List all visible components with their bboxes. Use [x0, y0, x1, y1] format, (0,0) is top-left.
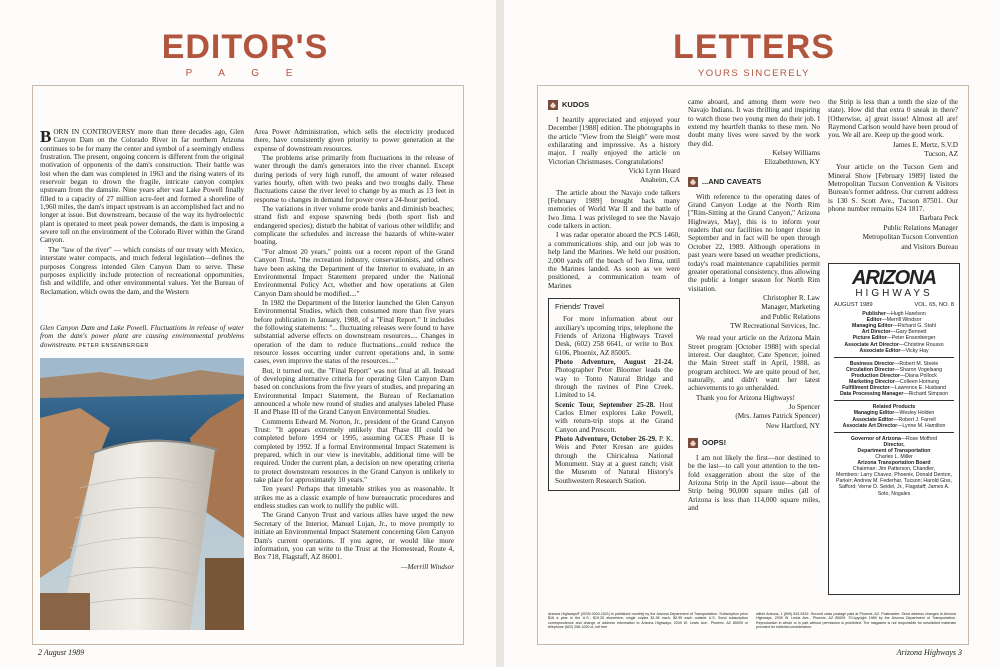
editorial-paragraph: The problems arise primarily from fluctuations in the release of water through the dam's generators into the river channel. Except during periods of very high runoff, the amount of water released varies hourly, often with two peaks and two troughs daily. These fluctuations cause the river level to change by as much as 13 feet in response to changes in demand for power over a 24-hour period.	[254, 154, 454, 204]
letter-paragraph: I am not likely the first—nor destined to be the last—to call your attention to the ten-fold exaggeration about the size of the Arizona Strip in the April issue—about the Strip being 90,000 square miles (all of Arizona is less than 114,000 square miles, and	[688, 454, 820, 513]
editorial-paragraph: In 1982 the Department of the Interior launched the Glen Canyon Environmental Studies, which then consumed more than five years before publication in January, 1988, of a "Final Report." It includes the following statements: "... fluctuating releases were found to have substantial adverse effects on downstream resources.... Changes in operation of the dam to reduce fluctuations...could reduce the resource losses occurring under current operations and, in some cases, even improve the status of the resources...."	[254, 298, 454, 366]
staff-role: Production Director	[851, 372, 900, 379]
friends-travel-title: Friends' Travel	[555, 301, 604, 311]
staff-role: Art Director	[861, 329, 891, 336]
staff-role: Publisher	[862, 311, 886, 318]
highways-wordmark: HIGHWAYS	[855, 288, 933, 299]
friends-travel-intro: For more information about our auxiliary's upcoming trips, telephone the Friends of Arizona Highways Travel Desk, (602) 258 6641, or write to Box 6106, Phoenix, AZ 85005.	[555, 315, 673, 357]
staff-name: —Hugh Harelson	[885, 311, 926, 318]
staff-role: Associate Art Director	[842, 422, 898, 429]
letter-paragraph: Your article on the Tucson Gem and Mineral Show [February 1989] listed the Metropolitan Tucson Convention & Visitors Bureau's former address. Our current address is 130 S. Scott Ave., Tucson 87501. Our phone number remains 624 1817.	[828, 163, 958, 214]
right-folio: Arizona Highways 3	[896, 648, 962, 657]
staff-role: Picture Editor	[852, 335, 887, 342]
trip-item: Photo Adventure, August 21-24. Photographer Peter Bloomer leads the way to Tonto Natural Bridge and through the ravines of Pine Creek. Limited to 14.	[555, 357, 673, 400]
letter-signature-place: Tucson, AZ	[924, 150, 958, 159]
letter-paragraph: With reference to the operating dates of Grand Canyon Lodge at the North Rim ["Rim-Sitting at the Grand Canyon," Arizona Highways, May], this is to inform your readers that our facilities no longer close in September and in fact will be open through October 22, 1989. Although operations in past years were based on weather predictions, today's road maintenance capabilities permit greater operational consistency, thus allowing the public a longer season for North Rim visitation.	[688, 192, 820, 293]
letter-signature-name: Vicki Lynn Heard	[628, 167, 680, 176]
director-heading: Director,	[883, 441, 905, 448]
letters-column-1	[548, 98, 680, 603]
director-name: Charles L. Miller	[875, 453, 913, 460]
issue-line: AUGUST 1989 VOL. 65, NO. 8	[834, 302, 954, 308]
letter-signature-name: Kelsey Williams	[772, 149, 820, 158]
staff-name: —Christine Rousso	[898, 341, 944, 348]
page-gutter	[496, 0, 504, 667]
glen-canyon-dam-photo	[40, 358, 244, 630]
caption-credit: PETER ENSENBERGER	[78, 342, 150, 349]
masthead-staff-editorial	[834, 311, 954, 354]
editorial-column-2	[254, 128, 454, 633]
arizona-logo: ARIZONA	[851, 267, 937, 289]
editorial-paragraph: Ten years! Perhaps that timetable strikes you as reasonable. It strikes me as a classic example of how bureaucratic procedures and endless studies can work to nullify the public will.	[254, 485, 454, 511]
masthead-staff-related	[834, 410, 954, 428]
letter-signature-line: Christopher R. Law	[763, 293, 820, 302]
letter-paragraph: The article about the Navajo code talkers [February 1989] brought back many memories of World War II and the battle of Iwo Jima. I was privileged to see the Navajo code talkers in action.	[548, 188, 680, 231]
caveats-icon	[688, 177, 698, 187]
staff-role: Data Processing Manager	[839, 391, 904, 398]
right-page	[504, 0, 1000, 667]
letter-paragraph: the Strip is less than a tenth the size of the state). How did that extra 0 sneak in there? [Otherwise, a] great issue! Almost all are! Raymond Carlson would have been proud of you. We all are. Keep up the good work.	[828, 98, 958, 140]
staff-name: —Gary Bennett	[890, 329, 927, 336]
editorial-column-1	[40, 128, 244, 313]
editorial-first-paragraph-text: ORN IN CONTROVERSY more than three decades ago, Glen Canyon Dam on the Colorado River in far northern Arizona continues to be for many the center and symbol of a seemingly endless frustration. The present, ongoing concern is different from the original motivation of opponents of the dam's construction. Their battle was lost when the dam was completed in 1963 and the rising waters of its reservoir began to drown the fragile, intricate canyon complex upstream from the damsite. Nine years after vast Lake Powell finally filled to a capacity of 27 million acre-feet and formed a shoreline of 1,960 miles, the dam's impact upstream is an accomplished fact and no longer at issue. But downstream, because of the way its hydroelectric plant is operated to meet peak power demands, the dam is imposing a severe toll on the environment of the Colorado River within the Grand Canyon.	[40, 128, 244, 245]
masthead-divider	[834, 357, 954, 358]
editorial-paragraph: The "law of the river" — which consists of our treaty with Mexico, interstate water compacts, and much federal legislation—defines the purposes Congress intended Glen Canyon Dam to serve. These purposes explicitly include protection of recreational opportunities, fish and wildlife, and other environmental values. Yet the Bureau of Reclamation, which owns the dam, and the Western	[40, 245, 244, 296]
staff-role: Associate Editor	[852, 416, 894, 423]
masthead-divider	[834, 400, 954, 401]
oops-heading: OOPS!	[688, 438, 820, 448]
staff-name: —Wesley Holden	[894, 410, 935, 417]
dam-illustration	[40, 358, 244, 630]
letter-paragraph: came aboard, and among them were two Navajo Indians. It was thrilling and inspiring to watch those two young men do their job. I extend my heartfelt thanks to these men. No doubt many lives were saved by the work they did.	[688, 98, 820, 148]
staff-name: —Lynne M. Hamilton	[897, 422, 946, 429]
letter-paragraph: We read your article on the Arizona Main Street program [October 1988] with special interest. Our daughter, Cate Spencer, joined the Main Street staff in April, 1988, as program architect. We are quite proud of her, naturally, and didn't want her latest achievements to go unheralded.	[688, 334, 820, 393]
kudos-icon	[548, 100, 558, 110]
editors-page-subtitle: P A G E	[185, 68, 305, 79]
letter-signature-line: and Visitors Bureau	[901, 242, 958, 251]
governor-line: Governor of Arizona—Rose Mofford	[850, 435, 938, 442]
kudos-heading: KUDOS	[548, 100, 680, 110]
oops-icon	[688, 438, 698, 448]
board-heading: Arizona Transportation Board	[857, 460, 931, 467]
drop-cap: B	[40, 128, 52, 146]
editorial-paragraph: The variations in river volume erode banks and diminish beaches; strand fish and expose spawning beds (both sport fish and endangered species); disturb the habitat of various other wildlife; and complicate the schedules and increase the hazards of white-water boating.	[254, 205, 454, 247]
editorial-paragraph: The Grand Canyon Trust and various allies have urged the new Secretary of the Interior, Manuel Lujan, Jr., to move promptly to initiate an Environmental Impact Statement concerning Glen Canyon Dam's current operations. If you agree, or would like more information, you can write to the Trust at the Homestead, Route 4, Box 718, Flagstaff, AZ 86001.	[254, 511, 454, 562]
caveats-heading: ...AND CAVEATS	[688, 177, 820, 187]
staff-role: Associate Editor	[859, 347, 901, 354]
letter-signature-line: Manager, Marketing	[761, 303, 820, 312]
staff-name: —Colleen Hornung	[894, 379, 939, 386]
masthead-staff-business	[834, 361, 954, 398]
masthead-divider	[834, 432, 954, 433]
staff-role: Marketing Director	[849, 379, 895, 386]
staff-role: Editor	[866, 317, 882, 324]
editor-signature: —Merrill Windsor	[401, 562, 454, 571]
staff-name: —Richard G. Stahl	[892, 323, 936, 330]
staff-role: Associate Art Director	[844, 341, 899, 348]
staff-role: Managing Editor	[852, 323, 893, 330]
board-members: Members: Larry Chavez, Phoenix, Donald Denton, Parker; Andrew M. Federhar, Tucson; Harold Giss, Safford; Verne D. Seidel, Jr., Flagstaff; James A. Soto, Nogales	[836, 472, 952, 497]
board-chairman: Chairman: Jim Patterson, Chandler,	[852, 466, 936, 473]
letter-signature-line: (Mrs. James Patrick Spencer)	[735, 412, 820, 421]
staff-name: —Richard Simpson	[903, 391, 949, 398]
staff-role: Fulfillment Director	[842, 385, 890, 392]
staff-role: Business Director	[849, 360, 895, 367]
letter-signature-place: Elizabethtown, KY	[764, 158, 820, 167]
editorial-paragraph: Area Power Administration, which sells the electricity produced there, have consistently given priority to power generation at the expense of downstream resources.	[254, 128, 454, 153]
letter-signature-line: Barbara Peck	[919, 214, 958, 223]
related-products-heading: Related Products	[872, 404, 916, 411]
trip-item: Scenic Tour, September 25-28. Host Carlos Elmer explores Lake Powell, with return-trip stops at the Grand Canyon and Prescott.	[555, 400, 673, 434]
staff-name: —Merrill Windsor	[881, 317, 922, 324]
letter-signature-line: Public Relations Manager	[883, 223, 958, 232]
staff-role: Managing Editor	[853, 410, 895, 417]
staff-name: —Sharon Vogelsang	[894, 366, 943, 373]
letter-signature-place: Anaheim, CA	[640, 176, 680, 185]
letters-column-3	[828, 98, 958, 258]
letter-paragraph: I heartily appreciated and enjoyed your December [1988] edition. The photographs in the article "View from the Sleigh" were most exhilarating and impressive. As a history major, I really enjoyed the article on Victorian Christmases. Congratulations!	[548, 116, 680, 166]
left-page	[0, 0, 496, 667]
staff-name: —Robert M. Steele	[894, 360, 939, 367]
staff-name: —Diana Pollock	[899, 372, 937, 379]
left-folio: 2 August 1989	[38, 648, 85, 657]
letter-signature-line: and Public Relations	[760, 312, 820, 321]
trip-item: Photo Adventure, October 26-29. P. K. Weis and Peter Kresan are guides through the Chiricahua National Monument. Stay at a guest ranch; visit the Museum of Natural History's Southwestern Research Station.	[555, 435, 674, 485]
publication-footnote-1: Arizona Highways® (ISSN 0004-1521) is published monthly by the Arizona Department of Transportation. Subscription price $16 a year in the U.S., $19.25 elsewhere; single copies $1.95 each, $2.95 each outside U.S. Send subscription correspondence and change of address information to Arizona Highways, 2039 W. Lewis Ave., Phoenix, AZ 85009 or telephone (602) 258-1000 or, toll free	[548, 612, 748, 630]
letter-signature-name: James E. Mertz, S.V.D	[892, 140, 958, 149]
letters-subtitle: YOURS SINCERELY	[697, 68, 811, 79]
editorial-paragraph: "For almost 20 years," points out a recent report of the Grand Canyon Trust, "the recreation industry, conservationists, and others have been asking the Department of the Interior to evaluate, in an Environmental Impact Statement prepared under the National Environmental Policy Act, whether and how operations at Glen Canyon Dam should be modified...."	[254, 247, 454, 298]
masthead-staff-line	[834, 391, 954, 397]
staff-name: —Peter Ensenberger	[886, 335, 936, 342]
publication-footnote-2: within Arizona, 1 (800) 543-5432. Second class postage paid at Phoenix, AZ. Postmaster: Send address changes to Arizona Highways, 2039 W. Lewis Ave., Phoenix, AZ 85009. ©Copyright 1989 by the Arizona Department of Transportation. Reproduction in whole or in part without permission is prohibited. The magazine is not responsible for unsolicited materials provided for editorial consideration.	[756, 612, 956, 630]
editors-page-title: EDITOR'S	[161, 28, 329, 66]
staff-name: —Vicky Hay	[900, 347, 929, 354]
editorial-paragraph: Comments Edward M. Norton, Jr., president of the Grand Canyon Trust: "It appears extremely unlikely that Phase III could be completed before 1994 or 1995, assuming GCES Phase II is completed by 1992. If a formal Environmental Impact Statement is prepared, which in our view is inevitable, additional time will be required. Under the current plan, a decision on new operating criteria to protect downstream resources in the Grand Canyon is unlikely to take place for approximately 10 years."	[254, 417, 454, 485]
staff-role: Circulation Director	[845, 366, 895, 373]
letters-column-2	[688, 98, 820, 606]
letters-title: LETTERS	[673, 28, 835, 66]
letter-signature-line: TW Recreational Services, Inc.	[730, 321, 820, 330]
director-department: Department of Transportation	[857, 447, 931, 454]
masthead-box	[828, 263, 960, 595]
letter-signature-line: Metropolitan Tucson Convention	[862, 233, 958, 242]
letter-signature-line: Jo Spencer	[788, 403, 820, 411]
editorial-paragraph	[40, 128, 244, 245]
photo-caption	[40, 324, 244, 354]
staff-name: —Lawrence E. Husband	[889, 385, 946, 392]
caption-text: Glen Canyon Dam and Lake Powell. Fluctuations in release of water from the dam's power plant are causing environmental problems downstream.	[40, 324, 244, 349]
editorial-paragraph: But, it turned out, the "Final Report" was not final at all. Instead of developing alternative criteria for operating Glen Canyon Dam based on conclusions from the five years of studies, and preparing an Environmental Impact Statement, the Bureau of Reclamation announced a whole new round of studies and analyses labeled Phase II and Phase III of the Grand Canyon Environmental Studies.	[254, 366, 454, 417]
staff-name: —Robert J. Farrell	[893, 416, 936, 423]
masthead-staff-line	[834, 423, 954, 429]
masthead-staff-line	[834, 348, 954, 354]
friends-travel-box	[548, 298, 680, 491]
letter-signature-line: New Hartford, NY	[765, 421, 820, 430]
letter-paragraph: Thank you for Arizona Highways!	[696, 393, 796, 402]
letter-paragraph: I was radar operator aboard the PCS 1460, a communications ship, and our job was to help land the Marines. We held our position, 2,000 yards off the beach of Iwo Jima, until the Marines landed. As soon as we were positioned, a communication team of Marines	[548, 231, 680, 290]
